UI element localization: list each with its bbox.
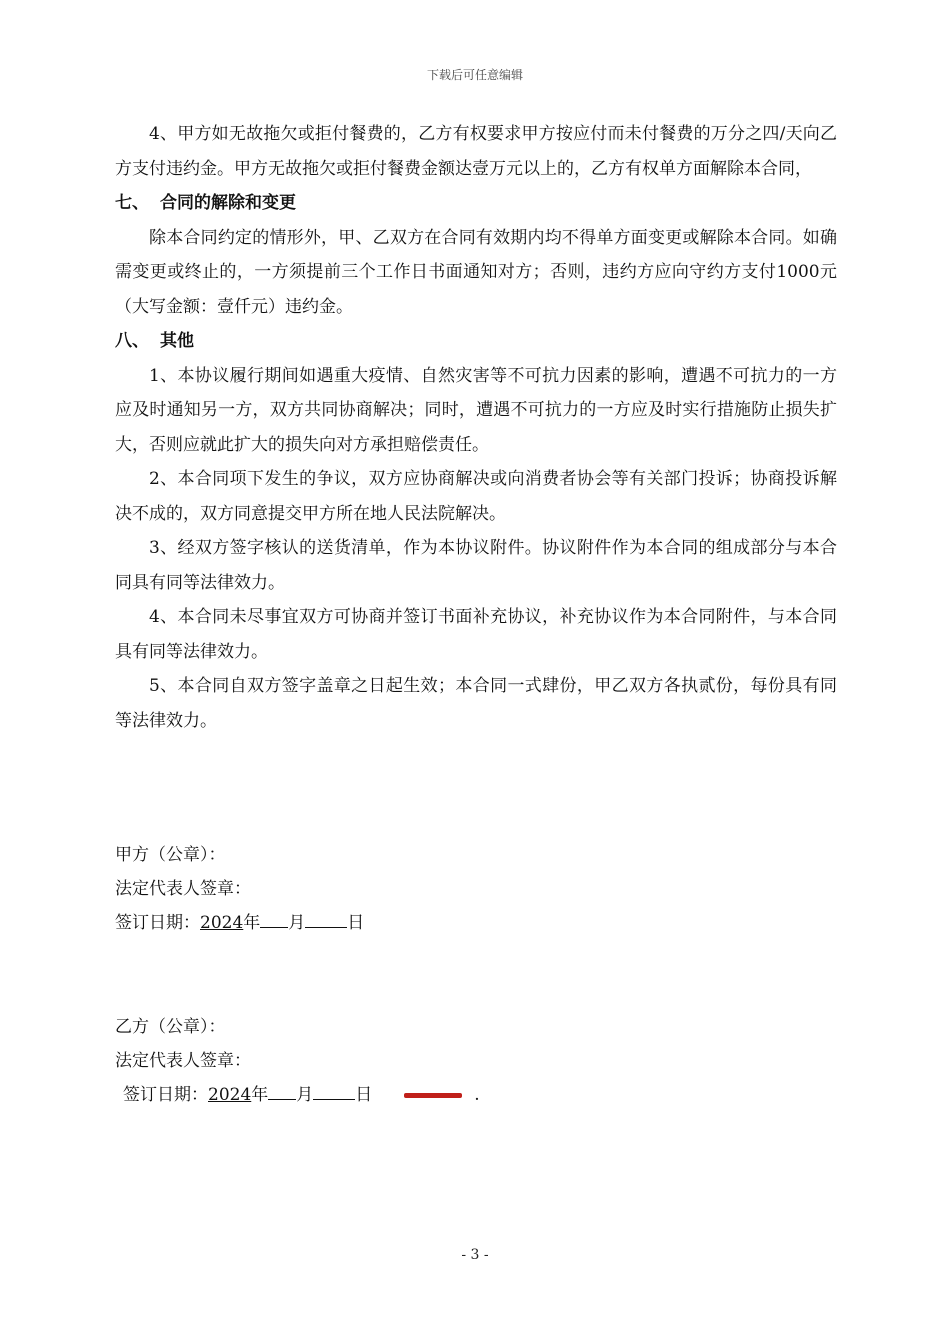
section-8-heading — [115, 324, 837, 359]
page-header: 下载后可任意编辑 — [426, 68, 523, 82]
party-b-signature-block — [115, 1010, 480, 1112]
party-a-year: 2024 — [200, 913, 244, 933]
party-a-month-unit: 月 — [288, 913, 306, 933]
party-a-date-label: 签订日期： — [115, 913, 200, 933]
section-8-title: 其他 — [160, 331, 194, 351]
party-b-seal-label: 乙方（公章）： — [115, 1017, 226, 1037]
contract-body — [115, 117, 837, 738]
red-stamp-mark — [404, 1093, 462, 1098]
clause-8-3: 3、经双方签字核认的送货清单，作为本协议附件。协议附件作为本合同的组成部分与本合同具有同等法律效力。 — [115, 538, 837, 593]
party-a-day-blank[interactable] — [305, 913, 347, 928]
clause-7: 除本合同约定的情形外，甲、乙双方在合同有效期内均不得单方面变更或解除本合同。如确需变更或终止的，一方须提前三个工作日书面通知对方；否则，违约方应向守约方支付1000元（大写金额：壹仟元）违约金。 — [115, 227, 837, 317]
party-b-day-blank[interactable] — [313, 1085, 355, 1100]
section-8-number: 八、 — [115, 331, 149, 351]
clause-6-4: 4、甲方如无故拖欠或拒付餐费的，乙方有权要求甲方按应付而未付餐费的万分之四/天向乙方支付违约金。甲方无故拖欠或拒付餐费金额达壹万元以上的，乙方有权单方面解除本合同， — [115, 124, 837, 179]
party-b-month-unit: 月 — [296, 1085, 314, 1105]
party-a-year-unit: 年 — [243, 913, 261, 933]
party-b-date-line — [115, 1078, 480, 1112]
party-b-date-label: 签订日期： — [123, 1085, 208, 1105]
party-b-day-unit: 日 — [355, 1085, 373, 1105]
clause-8-1: 1、本协议履行期间如遇重大疫情、自然灾害等不可抗力因素的影响，遭遇不可抗力的一方应及时通知另一方，双方共同协商解决；同时，遭遇不可抗力的一方应及时实行措施防止损失扩大，否则应就此扩大的损失向对方承担赔偿责任。 — [115, 365, 837, 455]
party-a-month-blank[interactable] — [260, 913, 288, 928]
party-a-seal-label: 甲方（公章）： — [115, 845, 226, 865]
party-a-rep-label: 法定代表人签章： — [115, 879, 251, 899]
party-b-rep-label: 法定代表人签章： — [115, 1051, 251, 1071]
section-7-heading — [115, 186, 837, 221]
section-7-title: 合同的解除和变更 — [160, 193, 296, 213]
clause-8-5: 5、本合同自双方签字盖章之日起生效；本合同一式肆份，甲乙双方各执贰份，每份具有同等法律效力。 — [115, 676, 837, 731]
party-b-month-blank[interactable] — [268, 1085, 296, 1100]
party-a-date-line — [115, 906, 364, 940]
clause-8-4: 4、本合同未尽事宜双方可协商并签订书面补充协议，补充协议作为本合同附件，与本合同具有同等法律效力。 — [115, 607, 837, 662]
section-7-number: 七、 — [115, 193, 149, 213]
party-a-day-unit: 日 — [347, 913, 365, 933]
party-a-signature-block — [115, 838, 364, 940]
party-b-trailing-dot: . — [474, 1085, 480, 1105]
party-b-year-unit: 年 — [251, 1085, 269, 1105]
page-number: - 3 - — [461, 1247, 489, 1263]
party-b-year: 2024 — [208, 1085, 252, 1105]
clause-8-2: 2、本合同项下发生的争议，双方应协商解决或向消费者协会等有关部门投诉；协商投诉解决不成的，双方同意提交甲方所在地人民法院解决。 — [115, 469, 837, 524]
